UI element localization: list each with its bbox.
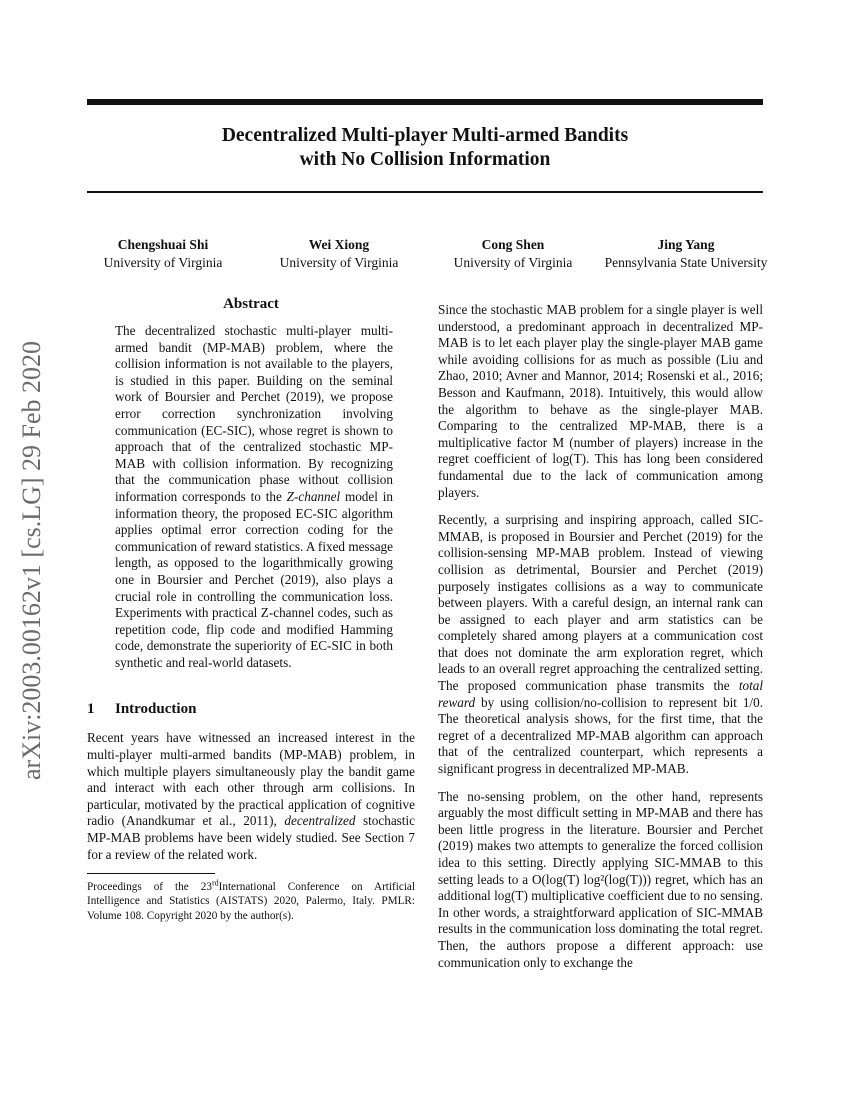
author-affiliation: Pennsylvania State University bbox=[604, 255, 768, 270]
section-number: 1 bbox=[87, 701, 95, 718]
abstract-heading: Abstract bbox=[223, 296, 279, 312]
footnote-text: International Conference on Artificial Intelligence and Statistics (AISTATS) 2020, Palermo, Italy. PMLR: Volume 108. Copyright 2020 by the author(s). bbox=[87, 881, 415, 922]
footnote bbox=[87, 880, 415, 923]
body-paragraph bbox=[438, 512, 763, 778]
title-top-rule bbox=[87, 99, 763, 105]
abstract-text: model in information theory, the proposed EC-SIC algorithm applies optimal error correction coding for the communication of reward statistics. A fixed message length, as opposed to the logarithmically growing one in Boursier and Perchet (2019), also plays a crucial role in controlling the communication loss. Experiments with practical Z-channel codes, such as repetition code, flip code and modified Hamming code, demonstrate the superiority of EC-SIC in both synthetic and real-world datasets. bbox=[115, 488, 393, 670]
author-block bbox=[268, 236, 410, 272]
title-line-2: with No Collision Information bbox=[299, 149, 551, 170]
abstract-body bbox=[115, 323, 393, 671]
paragraph-text: Recently, a surprising and inspiring approach, called SIC-MMAB, is proposed in Boursier and Perchet (2019) for the collision-sensing MP-MAB problem. Instead of viewing collision as detrimental, Boursier and Perchet (2019) purposely instigates collisions as a way to communicate between players. With a careful design, an internal rank can be assigned to each player and arm statistics can be completely shared among players at a communication cost that does not dominate the arm exploration regret, which leads to an overall regret approaching the centralized setting. The proposed communication phase transmits the bbox=[438, 512, 763, 694]
body-paragraph: The no-sensing problem, on the other hand, represents arguably the most difficult setting in MP-MAB and there has been little progress in the literature. Boursier and Perchet (2019) makes two attempts to generalize the forced collision idea to this setting. Directly applying SIC-MMAB to this setting leads to a O(log(T) log²(log(T))) regret, which has an additional log(T) multiplicative coefficient due to no sensing. In other words, a straightforward application of SIC-MMAB results in the communication loss dominating the total regret. Then, the authors propose a different approach: use communication only to exchange the bbox=[438, 788, 763, 970]
left-column bbox=[87, 296, 415, 923]
right-column bbox=[438, 302, 763, 982]
author-affiliation: University of Virginia bbox=[453, 255, 573, 270]
footnote-text: Proceedings of the 23 bbox=[87, 881, 212, 894]
author-name: Cong Shen bbox=[481, 237, 545, 252]
abstract-text: The decentralized stochastic multi-player multi-armed bandit (MP-MAB) problem, where the collision information is not available to the players, is studied in this paper. Building on the seminal work of Boursier and Perchet (2019), we propose error correction synchronization involving communication (EC-SIC), whose regret is shown to approach that of the centralized stochastic MP-MAB with collision information. By recognizing that the communication phase without collision information corresponds to the bbox=[115, 323, 393, 504]
arxiv-stamp: arXiv:2003.00162v1 [cs.LG] 29 Feb 2020 bbox=[17, 340, 46, 780]
abstract-emphasis: Z-channel bbox=[286, 488, 341, 504]
paragraph-emphasis: decentralized bbox=[284, 813, 356, 829]
body-paragraph: Since the stochastic MAB problem for a single player is well understood, a predominant approach in decentralized MP-MAB is to let each player play the single-player MAB game while avoiding collisions for as much as possible (Liu and Zhao, 2010; Avner and Mannor, 2014; Rosenski et al., 2016; Besson and Kaufmann, 2018). Intuitively, this would allow the algorithm to behave as the single-player MAB. Comparing to the centralized MP-MAB, there is a multiplicative factor M (number of players) increase in the regret coefficient of log(T). This has long been considered fundamental due to the lack of communication among players. bbox=[438, 302, 763, 500]
author-block bbox=[442, 236, 584, 272]
author-name: Jing Yang bbox=[657, 237, 715, 252]
author-name: Wei Xiong bbox=[308, 237, 370, 252]
paper-title bbox=[87, 124, 763, 172]
author-affiliation: University of Virginia bbox=[279, 255, 399, 270]
paragraph-text: stochastic MP-MAB problems have been widely studied. See Section 7 for a review of the related work. bbox=[87, 813, 415, 862]
author-affiliation: University of Virginia bbox=[103, 255, 223, 270]
paragraph-text: Recent years have witnessed an increased interest in the multi-player multi-armed bandits (MP-MAB) problem, in which multiple players simultaneously play the bandit game and interact with each other through arm collisions. In particular, motivated by the practical application of cognitive radio (Anandkumar et al., 2011), bbox=[87, 730, 415, 829]
section-title: Introduction bbox=[115, 701, 197, 718]
author-block bbox=[92, 236, 234, 272]
footnote-superscript: rd bbox=[211, 878, 219, 888]
footnote-rule bbox=[87, 873, 215, 874]
section-heading-introduction bbox=[87, 701, 415, 718]
author-block bbox=[590, 236, 782, 272]
paragraph-text: by using collision/no-collision to represent bit 1/0. The theoretical analysis shows, for the first time, that the regret of a decentralized MP-MAB algorithm can approach that of the centralized counterpart, which represents a significant progress in decentralized MP-MAB. bbox=[438, 694, 763, 777]
title-line-1: Decentralized Multi-player Multi-armed Bandits bbox=[221, 125, 629, 146]
paragraph-emphasis: total reward bbox=[438, 678, 763, 710]
author-name: Chengshuai Shi bbox=[117, 237, 209, 252]
title-bottom-rule bbox=[87, 191, 763, 193]
intro-paragraph bbox=[87, 730, 415, 863]
